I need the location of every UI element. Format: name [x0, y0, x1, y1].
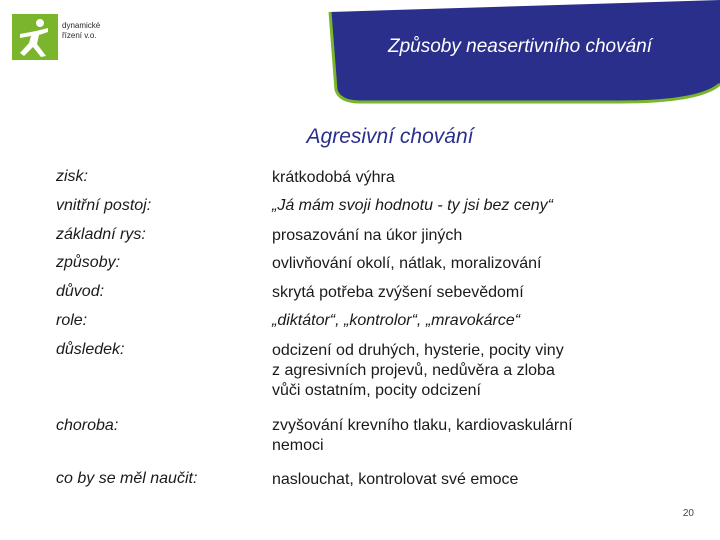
- section-title: Agresivní chování: [306, 125, 474, 148]
- row-label-duvod: důvod:: [56, 283, 105, 300]
- row-label-co-by-se-mel-naucit: co by se měl naučit:: [56, 470, 198, 487]
- row-label-role: role:: [56, 312, 88, 329]
- logo: [12, 14, 112, 64]
- row-value-role: „diktátor“, „kontrolor“, „mravokárce“: [272, 312, 521, 329]
- row-value-dusledek: odcizení od druhých, hysterie, pocity viny z agresivních projevů, nedůvěra a zloba vůči ostatním, pocity odcizení: [272, 342, 564, 399]
- row-value-vnitrni-postoj: „Já mám svoji hodnotu - ty jsi bez ceny“: [272, 197, 553, 214]
- logo-mark-icon: [12, 14, 58, 60]
- row-label-choroba: choroba:: [56, 417, 119, 434]
- row-value-zakladni-rys: prosazování na úkor jiných: [272, 227, 463, 244]
- row-value-zpusoby: ovlivňování okolí, nátlak, moralizování: [272, 255, 542, 272]
- page-number: 20: [682, 508, 694, 519]
- row-value-duvod: skrytá potřeba zvýšení sebevědomí: [272, 284, 524, 301]
- row-value-choroba: zvyšování krevního tlaku, kardiovaskulární nemoci: [272, 417, 573, 454]
- row-value-zisk: krátkodobá výhra: [272, 169, 395, 186]
- row-label-zisk: zisk:: [56, 168, 88, 185]
- row-value-co-by-se-mel-naucit: naslouchat, kontrolovat své emoce: [272, 471, 519, 488]
- logo-text: dynamické řízení v.o.: [62, 21, 101, 40]
- row-label-zpusoby: způsoby:: [56, 254, 121, 271]
- row-label-dusledek: důsledek:: [56, 341, 125, 358]
- row-label-vnitrni-postoj: vnitřní postoj:: [56, 197, 152, 214]
- slide-title: Způsoby neasertivního chování: [387, 36, 653, 57]
- row-label-zakladni-rys: základní rys:: [56, 226, 146, 243]
